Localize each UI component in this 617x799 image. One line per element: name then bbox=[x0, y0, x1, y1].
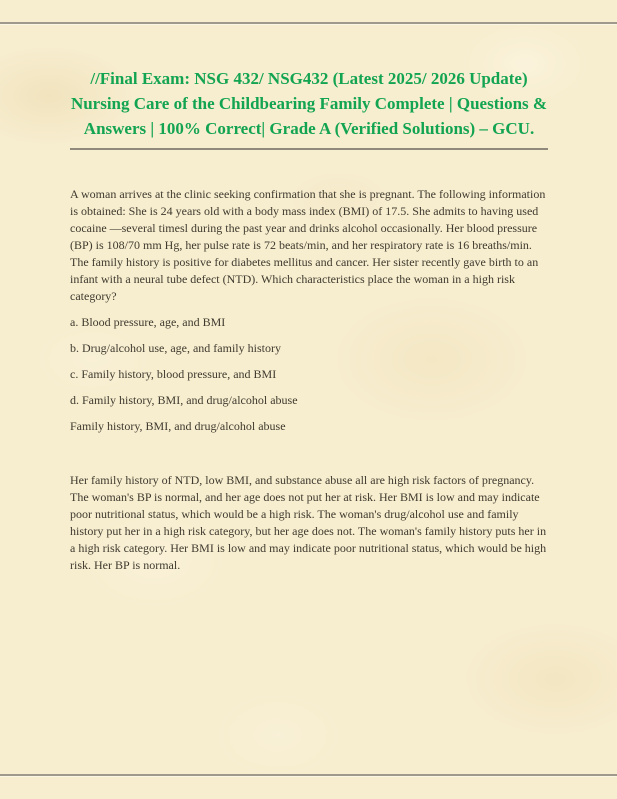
answer-option-b: b. Drug/alcohol use, age, and family history bbox=[70, 341, 281, 355]
answer-options bbox=[70, 314, 548, 435]
rationale-text: Her family history of NTD, low BMI, and substance abuse all are high risk factors of pregnancy. The woman's BP is normal, and her age does not put her at risk. Her BMI is low and may indicate poor nutritional status, which would be a high risk. The woman's drug/alcohol use and family history put her in a high risk category, but her age does not. The woman's family history puts her in a high risk category. Her BMI is low and may indicate poor nutritional status, which would be high risk. Her BP is normal. bbox=[70, 473, 547, 572]
answer-option-a: a. Blood pressure, age, and BMI bbox=[70, 315, 226, 329]
correct-answer-text: Family history, BMI, and drug/alcohol abuse bbox=[70, 419, 286, 433]
answer-option-c: c. Family history, blood pressure, and BMI bbox=[70, 367, 277, 381]
document-content bbox=[70, 0, 548, 574]
answer-option-d: d. Family history, BMI, and drug/alcohol abuse bbox=[70, 393, 298, 407]
page-bottom-rule bbox=[0, 774, 617, 776]
document-title: //Final Exam: NSG 432/ NSG432 (Latest 2025/ 2026 Update) Nursing Care of the Childbearing Family Complete | Questions & Answers | 100% Correct| Grade A (Verified Solutions) – GCU. bbox=[70, 66, 548, 150]
question-text: A woman arrives at the clinic seeking confirmation that she is pregnant. The following information is obtained: She is 24 years old with a body mass index (BMI) of 17.5. She admits to having used cocaine —several timesl during the past year and drinks alcohol occasionally. Her blood pressure (BP) is 108/70 mm Hg, her pulse rate is 72 beats/min, and her respiratory rate is 16 breaths/min. The family history is positive for diabetes mellitus and cancer. Her sister recently gave birth to an infant with a neural tube defect (NTD). Which characteristics place the woman in a high risk category? bbox=[70, 187, 546, 303]
